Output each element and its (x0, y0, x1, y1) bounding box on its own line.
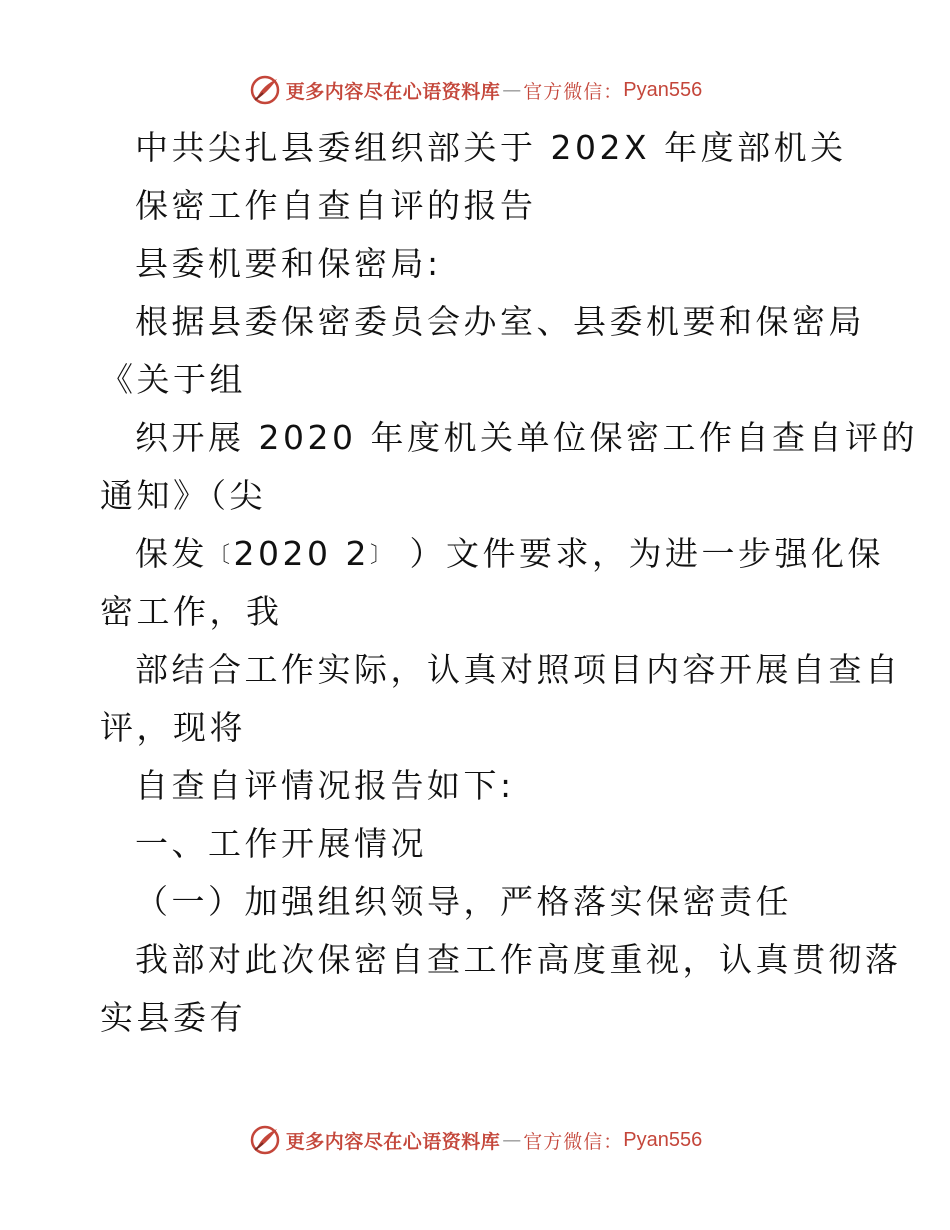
paragraph-1-line-1: 根据县委保密委员会办室、县委机要和保密局 (135, 302, 865, 341)
addressee: 县委机要和保密局: (135, 244, 442, 283)
separator-dash: — (502, 79, 522, 101)
paragraph-1-line-4: 通知》（尖 (100, 476, 266, 515)
paragraph-1-line-3: 织开展 2020 年度机关单位保密工作自查自评的 (135, 418, 918, 457)
bracket-close: 〕 (369, 543, 396, 568)
header-watermark-banner (0, 70, 950, 110)
subsection-1-heading: （一）加强组织领导，严格落实保密责任 (135, 882, 792, 921)
separator-dash: — (502, 1129, 522, 1151)
paragraph-2-line-2: 实县委有 (100, 998, 246, 1037)
feather-pen-logo-icon (248, 1123, 282, 1157)
wechat-id: Pyan556 (623, 78, 703, 101)
bracket-open: 〔 (208, 543, 234, 568)
footer-watermark-banner (0, 1120, 950, 1160)
wechat-label: 官方微信： (523, 1130, 624, 1153)
paragraph-1-line-6: 密工作，我 (100, 592, 283, 631)
paragraph-1-line-2: 《关于组 (100, 360, 246, 399)
paragraph-2-line-1: 我部对此次保密自查工作高度重视，认真贯彻落 (135, 940, 902, 979)
site-name-text: 更多内容尽在心语资料库 (285, 80, 501, 103)
paragraph-1-line-8: 评，现将 (100, 708, 246, 747)
document-title-line-2: 保密工作自查自评的报告 (135, 186, 537, 225)
document-title-line-1: 中共尖扎县委组织部关于 202X 年度部机关 (135, 128, 847, 167)
site-name-text: 更多内容尽在心语资料库 (285, 1130, 501, 1153)
section-1-heading: 一、工作开展情况 (135, 824, 427, 863)
text-segment: 保发 (135, 534, 208, 573)
text-segment: ）文件要求，为进一步强化保 (395, 534, 884, 573)
feather-pen-logo-icon (248, 73, 282, 107)
document-number: 2020 2 (233, 534, 370, 573)
wechat-id: Pyan556 (623, 1128, 703, 1151)
paragraph-1-line-5 (135, 534, 884, 576)
paragraph-1-line-7: 部结合工作实际，认真对照项目内容开展自查自 (135, 650, 902, 689)
paragraph-1-line-9: 自查自评情况报告如下: (135, 766, 515, 805)
wechat-label: 官方微信： (523, 80, 624, 103)
